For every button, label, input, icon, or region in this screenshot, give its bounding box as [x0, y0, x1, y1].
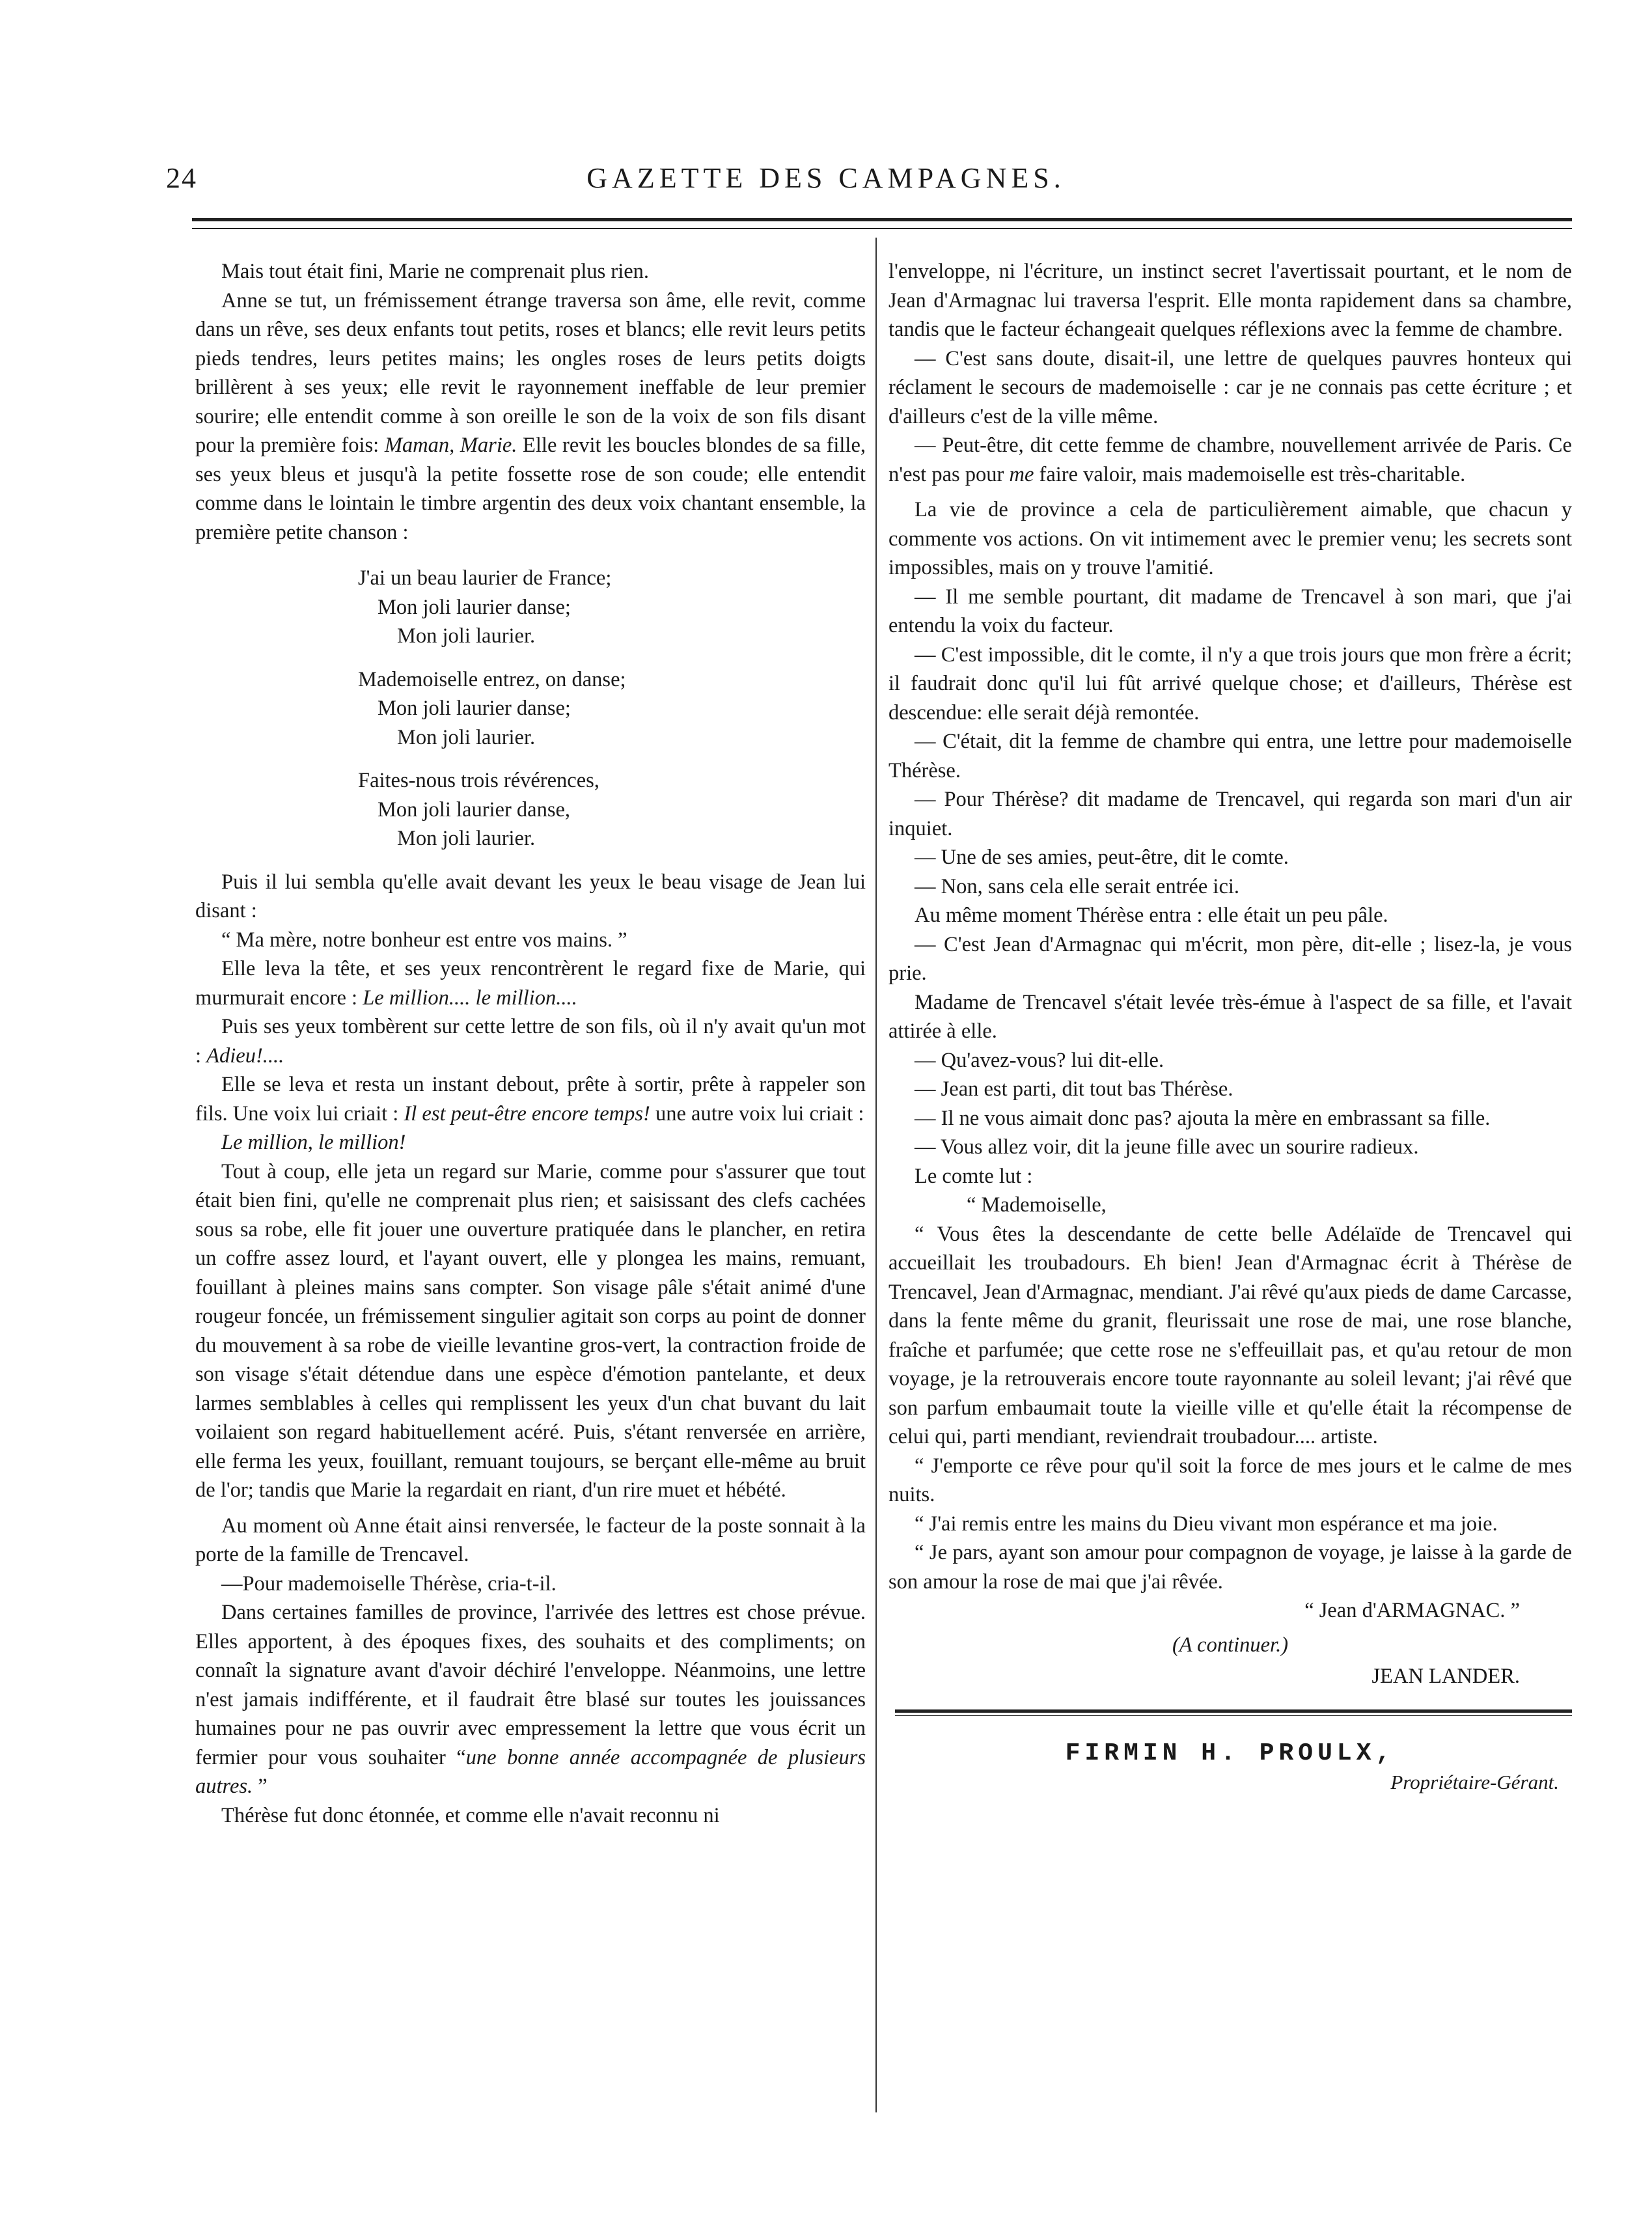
footer-rule-thin — [895, 1715, 1572, 1716]
paragraph: La vie de province a cela de particulièrement aimable, que chacun y commente vos actions. On vit intimement avec le premier venu; les secrets sont impossibles, mais on y trouve l'amitié. — [888, 498, 1572, 579]
paragraph: — C'est Jean d'Armagnac qui m'écrit, mon père, dit-elle ; lisez-la, je vous prie. — [888, 932, 1572, 985]
emphasis: Le million, le million! — [221, 1131, 406, 1154]
verse-line: Mademoiselle entrez, on danse; — [358, 667, 626, 691]
to-be-continued: (A continuer.) — [1172, 1633, 1289, 1657]
header-rule — [192, 218, 1572, 221]
emphasis: me — [1009, 462, 1034, 486]
paragraph: Tout à coup, elle jeta un regard sur Marie, comme pour s'assurer que tout était bien fini, qu'elle ne comprenait plus rien; et saisissant des clefs cachées sous sa robe, elle fit jouer une ouverture pratiquée dans le plancher, en retira un coffre assez lourd, et l'ayant ouvert, elle y plongea les mains, remuant, fouillant à pleines mains sans compter. Son visage pâle s'était animé d'une rougeur foncée, un frémissement singulier agitait son corps au point de donner du mouvement à sa robe de vieille levantine gros-vert, la contraction froide de son visage s'était détendue dans une espèce d'émotion pantelante, et deux larmes semblables à celles qui remplissent les yeux d'un chat buvant du lait voilaient son regard habituellement acéré. Puis, s'étant renversée en arrière, elle ferma les yeux, fouillant, remuant toujours, se berçant elle-même au bruit de l'or; tandis que Marie la regardait en riant, d'un rire muet et hébété. — [195, 1159, 866, 1502]
paragraph: — Une de ses amies, peut-être, dit le comte. — [915, 846, 1289, 869]
letter-paragraph: “ Vous êtes la descendante de cette belle Adélaïde de Trencavel qui accueillait les troubadours. Eh bien! Jean d'Armagnac écrit à Thérèse de Trencavel, Jean d'Armagnac, mendiant. J'ai rêvé qu'aux pieds de dame Carcasse, dans la fente même du granit, fleurissait une rose de mai, une rose blanche, fraîche et parfumée; que cette rose ne s'effeuillait pas, et qu'au retour de mon voyage, je la retrouverais encore toute rayonnante au soleil levant; j'ai rêvé que son parfum embaumait toute la vieille ville et qu'elle était la récompense de celui qui, parti mendiant, reviendrait troubadour.... artiste. — [888, 1222, 1572, 1448]
letter-signature: “ Jean d'ARMAGNAC. ” — [1304, 1599, 1520, 1622]
emphasis: Adieu!.... — [206, 1044, 284, 1068]
letter-salutation: “ Mademoiselle, — [967, 1193, 1107, 1217]
song-lyrics — [195, 564, 866, 853]
letter-paragraph: “ Je pars, ayant son amour pour compagnon de voyage, je laisse à la garde de son amour la rose de mai que j'ai rêvée. — [888, 1541, 1572, 1594]
verse-line: J'ai un beau laurier de France; — [358, 566, 612, 590]
paragraph: — Il ne vous aimait donc pas? ajouta la mère en embrassant sa fille. — [915, 1106, 1491, 1130]
column-divider — [875, 238, 877, 2112]
paragraph: Puis il lui sembla qu'elle avait devant les yeux le beau visage de Jean lui disant : — [195, 870, 866, 922]
manager-name: FIRMIN H. PROULX, — [1065, 1739, 1396, 1767]
paragraph: — Qu'avez-vous? lui dit-elle. — [915, 1048, 1164, 1072]
paragraph: Elle leva la tête, et ses yeux rencontrèrent le regard fixe de Marie, qui murmurait encore : Le million.... le million.... — [195, 957, 866, 1010]
paragraph: Mais tout était fini, Marie ne comprenait plus rien. — [221, 260, 650, 283]
left-column — [195, 257, 866, 1830]
paragraph: Thérèse fut donc étonnée, et comme elle n'avait reconnu ni — [221, 1803, 720, 1827]
verse-line: Mon joli laurier. — [397, 827, 536, 850]
paragraph: Anne se tut, un frémissement étrange traversa son âme, elle revit, comme dans un rêve, ses deux enfants tout petits, roses et blancs; elle revit leurs petits pieds tendres, leurs petites mains; les ongles roses de leurs petits doigts brillèrent à ses yeux; elle revit le rayonnement ineffable de leur premier sourire; elle entendit comme à son oreille le son de la voix de son fils disant pour la première fois: Maman, Marie. Elle revit les boucles blondes de sa fille, ses yeux bleus et jusqu'à la petite fossette rose de son coude; elle entendit comme dans le lointain le timbre argentin des deux voix chantant ensemble, la première petite chanson : — [195, 288, 866, 544]
paragraph: —Pour mademoiselle Thérèse, cria-t-il. — [221, 1571, 557, 1596]
verse-line: Mon joli laurier. — [397, 624, 536, 648]
paragraph: — Pour Thérèse? dit madame de Trencavel, qui regarda son mari d'un air inquiet. — [888, 788, 1572, 840]
paragraph: — Vous allez voir, dit la jeune fille avec un sourire radieux. — [915, 1135, 1419, 1159]
letter-paragraph: “ J'emporte ce rêve pour qu'il soit la force de mes jours et le calme de mes nuits. — [888, 1454, 1572, 1506]
footer-rule — [895, 1709, 1572, 1713]
stanza — [195, 766, 866, 853]
verse-line: Mon joli laurier danse, — [378, 797, 571, 822]
emphasis: une bonne année accompagnée de plusieurs autres. — [195, 1745, 866, 1798]
paragraph: Au même moment Thérèse entra : elle était un peu pâle. — [915, 904, 1388, 927]
right-column — [888, 257, 1572, 1797]
emphasis: Le million.... le million.... — [363, 986, 577, 1010]
stanza — [195, 564, 866, 651]
paragraph: Madame de Trencavel s'était levée très-émue à l'aspect de sa fille, et l'avait attirée à elle. — [888, 990, 1572, 1043]
gazette-title: GAZETTE DES CAMPAGNES. — [586, 162, 1066, 194]
letter-paragraph: “ J'ai remis entre les mains du Dieu vivant mon espérance et ma joie. — [915, 1512, 1498, 1536]
paragraph: — C'est impossible, dit le comte, il n'y a que trois jours que mon frère a écrit; il faudrait donc qu'il lui fût arrivé quelque chose; et d'ailleurs, Thérèse est descendue: elle serait déjà remontée. — [888, 643, 1572, 725]
verse-line: Mon joli laurier danse; — [378, 697, 571, 720]
emphasis: Il est peut-être encore temps! — [404, 1101, 650, 1126]
page-number: 24 — [166, 162, 197, 194]
paragraph: — Il me semble pourtant, dit madame de Trencavel à son mari, que j'ai entendu la voix du facteur. — [888, 585, 1572, 637]
author-name: JEAN LANDER. — [1371, 1665, 1520, 1688]
emphasis: Maman, Marie. — [384, 434, 517, 457]
paragraph: — Jean est parti, dit tout bas Thérèse. — [915, 1077, 1233, 1101]
paragraph: Puis ses yeux tombèrent sur cette lettre de son fils, où il n'y avait qu'un mot : Adieu!.... — [195, 1015, 866, 1068]
paragraph: “ Ma mère, notre bonheur est entre vos mains. ” — [221, 928, 627, 952]
paragraph: Dans certaines familles de province, l'arrivée des lettres est chose prévue. Elles apportent, à des époques fixes, des souhaits et des compliments; on connaît la signature avant d'avoir déchiré l'enveloppe. Néanmoins, une lettre n'est jamais indifférente, et il faudrait être blasé sur toutes les jouissances humaines pour ne pas ouvrir avec empressement la lettre que vous écrit un fermier pour vous souhaiter “une bonne année accompagnée de plusieurs autres. ” — [195, 1601, 866, 1798]
manager-role: Propriétaire-Gérant. — [1390, 1771, 1559, 1793]
paragraph: Le comte lut : — [915, 1164, 1033, 1188]
paragraph: Elle se leva et resta un instant debout, prête à sortir, prête à rappeler son fils. Une voix lui criait : Il est peut-être encore temps! une autre voix lui criait : — [195, 1073, 866, 1126]
paragraph — [195, 1128, 866, 1157]
paragraph: — C'était, dit la femme de chambre qui entra, une lettre pour mademoiselle Thérèse. — [888, 730, 1572, 782]
verse-line: Mon joli laurier danse; — [378, 595, 571, 619]
paragraph: — Non, sans cela elle serait entrée ici. — [915, 874, 1240, 898]
verse-line: Mon joli laurier. — [397, 725, 536, 749]
stanza — [195, 665, 866, 753]
paragraph: Au moment où Anne était ainsi renversée, le facteur de la poste sonnait à la porte de la famille de Trencavel. — [195, 1514, 866, 1566]
page-header — [0, 161, 1652, 201]
paragraph: l'enveloppe, ni l'écriture, un instinct secret l'avertissait pourtant, et le nom de Jean d'Armagnac lui traversa l'esprit. Elle monta rapidement dans sa chambre, tandis que le facteur échangeait quelques réflexions avec la femme de chambre. — [888, 260, 1572, 341]
paragraph: — C'est sans doute, disait-il, une lettre de quelques pauvres honteux qui réclament le secours de mademoiselle : car je ne connais pas cette écriture ; et d'ailleurs c'est de la ville même. — [888, 346, 1572, 428]
header-rule-thin — [192, 228, 1572, 229]
paragraph: — Peut-être, dit cette femme de chambre, nouvellement arrivée de Paris. Ce n'est pas pour me faire valoir, mais mademoiselle est très-charitable. — [888, 434, 1572, 486]
verse-line: Faites-nous trois révérences, — [358, 769, 599, 792]
